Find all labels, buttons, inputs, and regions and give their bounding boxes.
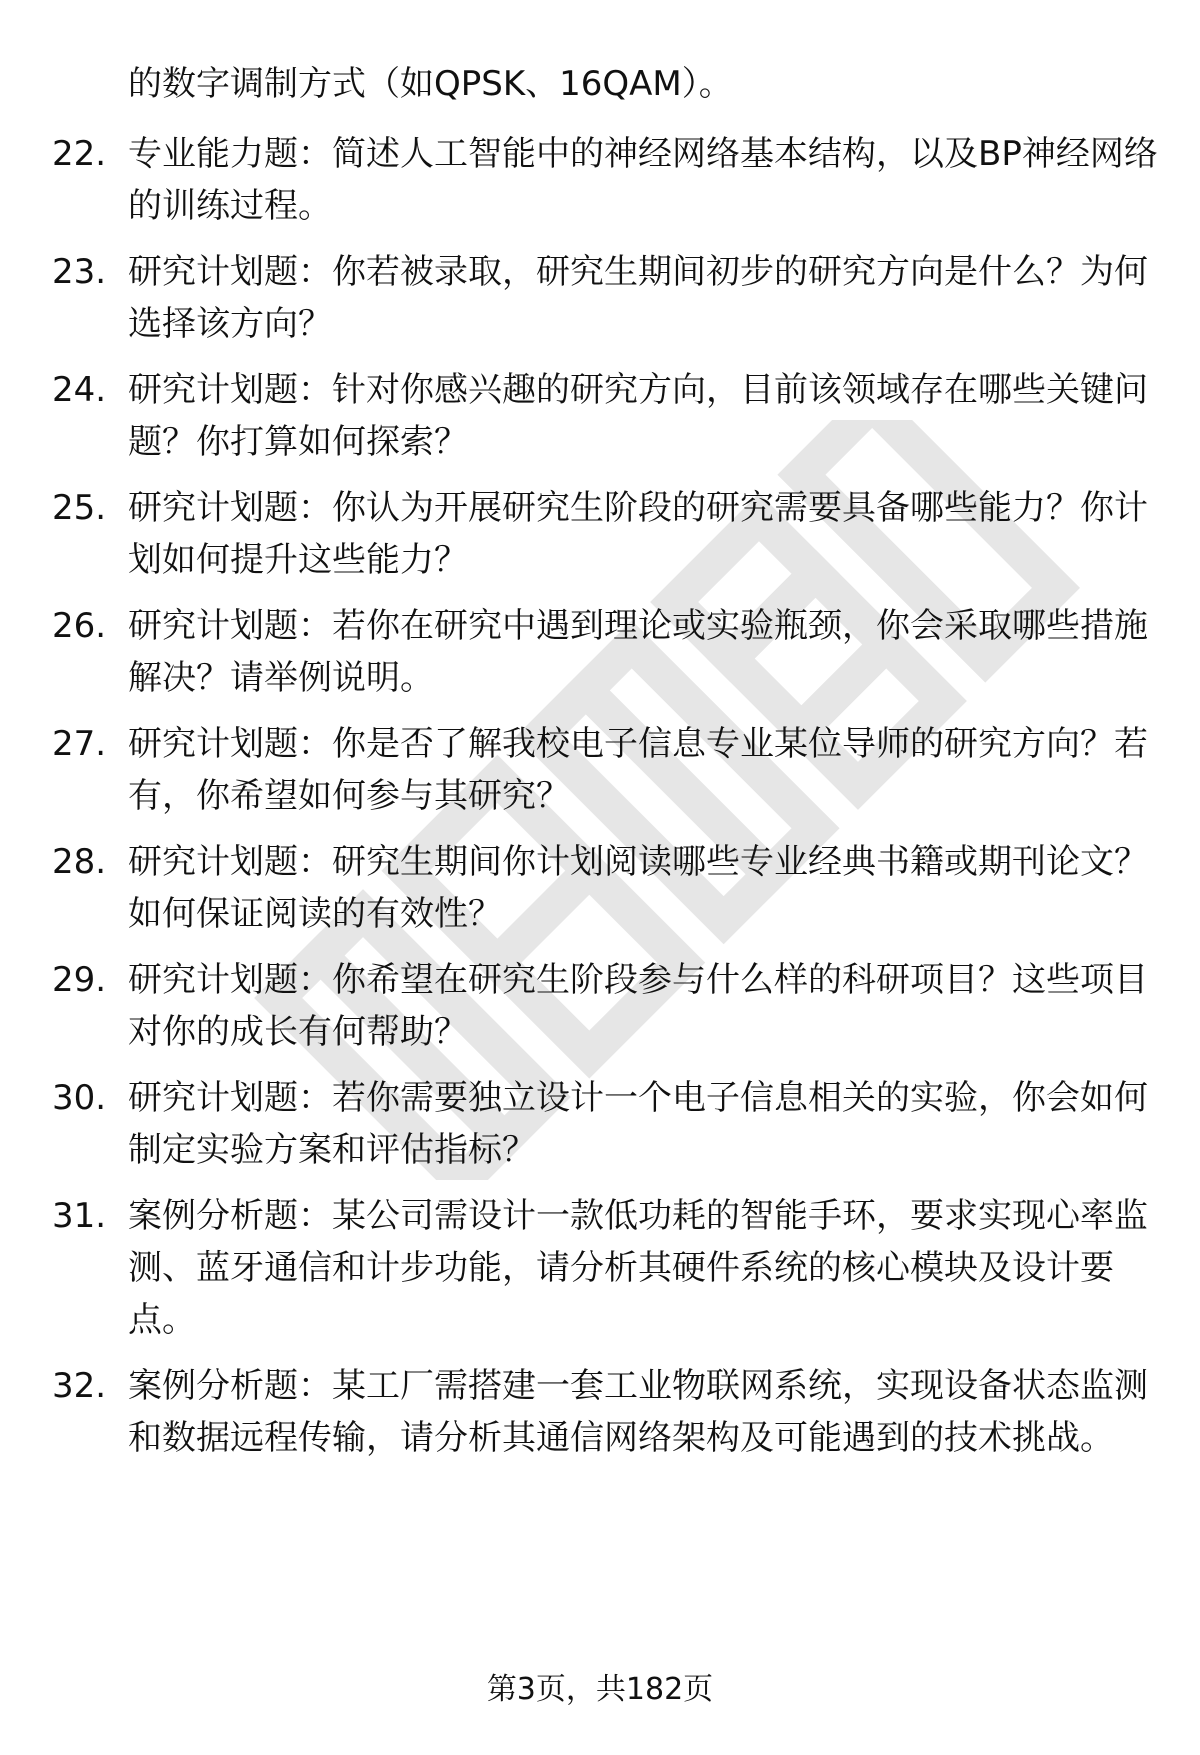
page-footer: 第3页，共182页 bbox=[486, 1672, 714, 1707]
question-text: 研究计划题：针对你感兴趣的研究方向，目前该领域存在哪些关键问题？你打算如何探索？ bbox=[128, 370, 1148, 462]
question-number: 22. bbox=[52, 134, 107, 174]
question-text: 研究计划题：你认为开展研究生阶段的研究需要具备哪些能力？你计划如何提升这些能力？ bbox=[128, 488, 1148, 580]
question-text: 研究计划题：你若被录取，研究生期间初步的研究方向是什么？为何选择该方向？ bbox=[128, 252, 1148, 344]
question-text: 专业能力题：简述人工智能中的神经网络基本结构，以及BP神经网络的训练过程。 bbox=[128, 134, 1158, 226]
question-text: 案例分析题：某公司需设计一款低功耗的智能手环，要求实现心率监测、蓝牙通信和计步功能，请分析其硬件系统的核心模块及设计要点。 bbox=[128, 1196, 1148, 1340]
continuation-text: 的数字调制方式（如QPSK、16QAM）。 bbox=[128, 64, 733, 104]
question-text: 研究计划题：若你需要独立设计一个电子信息相关的实验，你会如何制定实验方案和评估指标？ bbox=[128, 1078, 1148, 1170]
question-number: 29. bbox=[52, 960, 107, 1000]
question-number: 30. bbox=[52, 1078, 107, 1118]
question-number: 27. bbox=[52, 724, 107, 764]
question-number: 31. bbox=[52, 1196, 107, 1236]
question-number: 24. bbox=[52, 370, 107, 410]
question-text: 研究计划题：若你在研究中遇到理论或实验瓶颈，你会采取哪些措施解决？请举例说明。 bbox=[128, 606, 1148, 698]
question-text: 研究计划题：你希望在研究生阶段参与什么样的科研项目？这些项目对你的成长有何帮助？ bbox=[128, 960, 1148, 1052]
question-number: 25. bbox=[52, 488, 107, 528]
question-number: 32. bbox=[52, 1366, 107, 1406]
question-text: 研究计划题：研究生期间你计划阅读哪些专业经典书籍或期刊论文？如何保证阅读的有效性？ bbox=[128, 842, 1148, 934]
question-text: 案例分析题：某工厂需搭建一套工业物联网系统，实现设备状态监测和数据远程传输，请分析其通信网络架构及可能遇到的技术挑战。 bbox=[128, 1366, 1148, 1458]
question-number: 28. bbox=[52, 842, 107, 882]
question-text: 研究计划题：你是否了解我校电子信息专业某位导师的研究方向？若有，你希望如何参与其研究？ bbox=[128, 724, 1148, 816]
question-number: 23. bbox=[52, 252, 107, 292]
question-number: 26. bbox=[52, 606, 107, 646]
